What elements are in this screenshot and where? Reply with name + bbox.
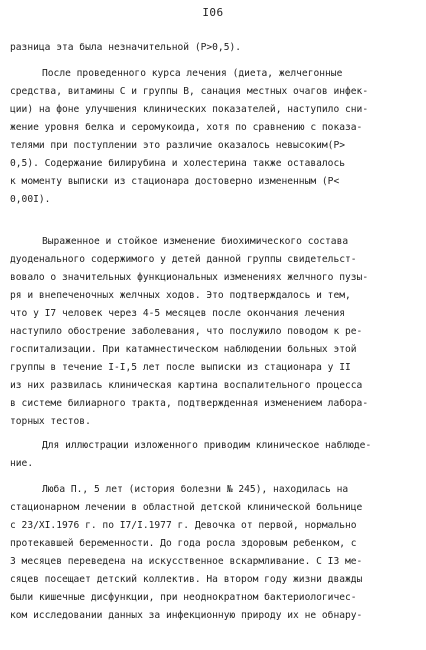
text-line: После проведенного курса лечения (диета, желчегонные bbox=[42, 68, 343, 79]
text-line: что у I7 человек через 4-5 месяцев после окончания лечения bbox=[10, 308, 346, 319]
text-line: средства, витамины С и группы В, санация местных очагов инфек- bbox=[10, 86, 369, 97]
text-line: Люба П., 5 лет (история болезни № 245), находилась на bbox=[42, 484, 349, 495]
text-line: протекавшей беременности. До года росла здоровым ребенком, с bbox=[10, 538, 357, 549]
text-line: 0,00I). bbox=[10, 194, 51, 205]
text-line: ря и внепеченочных желчных ходов. Это подтверждалось и тем, bbox=[10, 290, 351, 301]
text-line: торных тестов. bbox=[10, 416, 91, 427]
text-line: дуоденального содержимого у детей данной группы свидетельст- bbox=[10, 254, 357, 265]
text-line: 3 месяцев переведена на искусственное вскармливание. С I3 ме- bbox=[10, 556, 363, 567]
text-line: 0,5). Содержание билирубина и холестерина также оставалось bbox=[10, 158, 346, 169]
text-line: вовало о значительных функциональных изменениях желчного пузы- bbox=[10, 272, 369, 283]
text-line: в системе билиарного тракта, подтвержденная изменением лабора- bbox=[10, 398, 369, 409]
text-line: сяцев посещает детский коллектив. На втором году жизни дважды bbox=[10, 574, 363, 585]
text-line: были кишечные дисфункции, при неоднократном бактериологичес- bbox=[10, 592, 357, 603]
text-line: ние. bbox=[10, 458, 34, 469]
text-line: госпитализации. При катамнестическом наблюдении больных этой bbox=[10, 344, 357, 355]
text-line: ком исследовании данных за инфекционную природу их не обнару- bbox=[10, 610, 363, 621]
text-line: из них развилась клиническая картина воспалительного процесса bbox=[10, 380, 363, 391]
text-line: жение уровня белка и серомукоида, хотя по сравнению с показа- bbox=[10, 122, 363, 133]
text-line: наступило обострение заболевания, что послужило поводом к ре- bbox=[10, 326, 363, 337]
text-line: разница эта была незначительной (P>0,5). bbox=[10, 42, 242, 53]
page-number: I06 bbox=[202, 6, 224, 19]
text-line: группы в течение I-I,5 лет после выписки из стационара у II bbox=[10, 362, 351, 373]
text-line: телями при поступлении это различие оказалось невысоким(P> bbox=[10, 140, 346, 151]
text-line: стационарном лечении в областной детской клинической больнице bbox=[10, 502, 363, 513]
text-line: ции) на фоне улучшения клинических показателей, наступило сни- bbox=[10, 104, 369, 115]
text-line: Для иллюстрации изложенного приводим клиническое наблюде- bbox=[42, 440, 372, 451]
text-line: Выраженное и стойкое изменение биохимического состава bbox=[42, 236, 349, 247]
text-line: с 23/XI.1976 г. по I7/I.1977 г. Девочка от первой, нормально bbox=[10, 520, 357, 531]
text-line: к моменту выписки из стационара достоверно измененным (P< bbox=[10, 176, 340, 187]
